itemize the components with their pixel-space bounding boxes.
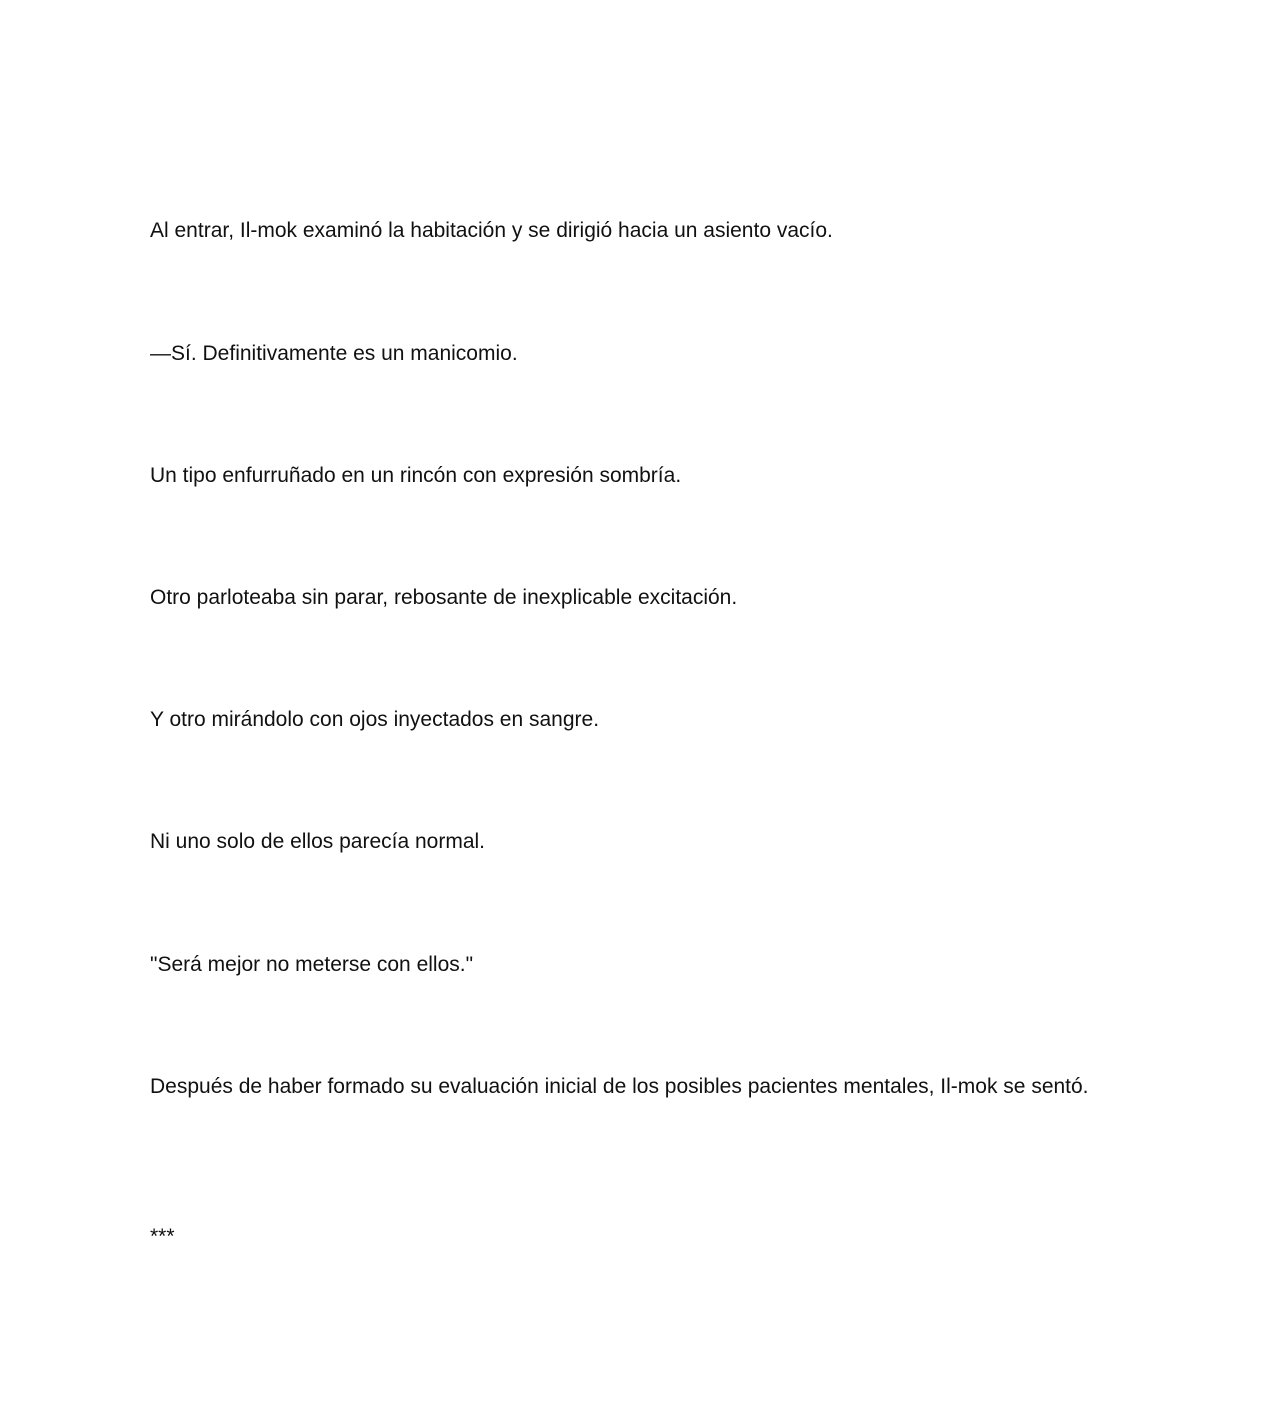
paragraph-chattering-guy: Otro parloteaba sin parar, rebosante de inexplicable excitación.: [150, 586, 738, 609]
paragraph-none-normal: Ni uno solo de ellos parecía normal.: [150, 830, 486, 853]
paragraph-bloodshot-eyes: Y otro mirándolo con ojos inyectados en sangre.: [150, 708, 600, 731]
scene-break-separator: ***: [150, 1225, 175, 1248]
paragraph-sulking-guy: Un tipo enfurruñado en un rincón con expresión sombría.: [150, 464, 682, 487]
paragraph-entering-room: Al entrar, Il-mok examinó la habitación y se dirigió hacia un asiento vacío.: [150, 219, 833, 242]
paragraph-sat-down: Después de haber formado su evaluación inicial de los posibles pacientes mentales, Il-mok se sentó.: [150, 1075, 1089, 1098]
paragraph-madhouse-remark: —Sí. Definitivamente es un manicomio.: [150, 342, 518, 365]
paragraph-inner-thought: "Será mejor no meterse con ellos.": [150, 953, 474, 976]
